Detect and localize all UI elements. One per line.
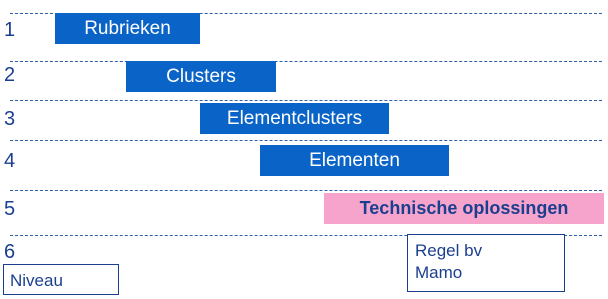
niveau-label	[3, 264, 119, 295]
level-box-elementclusters: Elementclusters	[200, 103, 389, 134]
niveau-text: Niveau	[10, 271, 63, 290]
level-box-technische-oplossingen: Technische oplossingen	[324, 193, 604, 224]
level-number-1: 1	[4, 19, 16, 41]
level-number-5: 5	[4, 198, 16, 220]
level-line-5	[10, 190, 602, 191]
level-line-3	[10, 100, 602, 101]
level-line-4	[10, 140, 602, 141]
note-line-1: Regel bv	[415, 241, 483, 260]
level-line-2	[10, 61, 602, 62]
level-box-clusters: Clusters	[126, 61, 276, 92]
level-box-rubrieken: Rubrieken	[55, 13, 200, 44]
note-box	[407, 234, 565, 292]
level-number-3: 3	[4, 108, 16, 130]
level-number-2: 2	[4, 64, 16, 86]
level-number-4: 4	[4, 150, 16, 172]
note-line-2: Mamo	[415, 263, 463, 282]
level-box-elementen: Elementen	[260, 145, 449, 176]
level-number-6: 6	[4, 241, 16, 263]
